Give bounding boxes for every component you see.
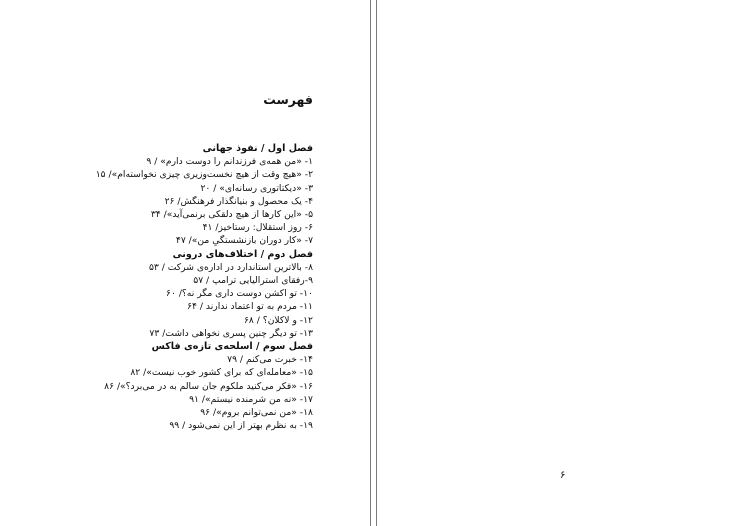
page-number: ۶ xyxy=(560,470,566,481)
toc-chapter-heading: فصل اول / نفوذ جهانی xyxy=(202,143,313,154)
toc-entry: ۲- «هیچ وقت از هیچ نخست‌وزیری چیزی نخواسته‌ام»/ ۱۵ xyxy=(95,169,313,181)
toc-page xyxy=(0,0,370,526)
toc-chapter-heading: فصل دوم / اختلاف‌های درونی xyxy=(172,248,313,260)
toc-entry: ۱۸- «من نمی‌توانم بروم»/ ۹۶ xyxy=(200,407,313,419)
toc-entry: ۱۲- و لاکلان؟ / ۶۸ xyxy=(244,314,313,326)
toc-entry: ۳- «دیکتاتوری رسانه‌ای» / ۲۰ xyxy=(200,182,313,194)
toc-entry: ۱۴- خبرت می‌کنم / ۷۹ xyxy=(227,354,313,366)
toc-entry: ۱۱- مردم به تو اعتماد ندارند / ۶۴ xyxy=(187,301,313,313)
toc-entry: ۱۰- تو اکشن دوست داری مگر نه؟/ ۶۰ xyxy=(166,288,313,300)
toc-entry: ۵- «این کارها از هیچ دلقکی برنمی‌آید»/ ۳۴ xyxy=(150,209,313,221)
right-page xyxy=(377,0,750,526)
toc-entry: ۶- روز استقلال: رستاخیز/ ۴۱ xyxy=(202,222,313,234)
toc-entry: ۹-رفقای استرالیایی ترامپ / ۵۷ xyxy=(193,275,313,287)
toc-entry: ۱۶- «فکر می‌کنید ملکوم جان سالم به در می‌برد؟»/ ۸۶ xyxy=(104,380,313,392)
toc-chapter-heading: فصل سوم / اسلحه‌ی تازه‌ی فاکس xyxy=(151,341,313,353)
table-of-contents xyxy=(23,92,313,432)
toc-list xyxy=(23,142,313,432)
page-spine xyxy=(370,0,377,526)
toc-entry: ۱۷- «نه من شرمنده نیستم»/ ۹۱ xyxy=(189,393,313,405)
toc-entry: ۱۹- به نظرم بهتر از این نمی‌شود / ۹۹ xyxy=(169,420,313,432)
toc-entry: ۱- «من همه‌ی فرزندانم را دوست دارم» / ۹ xyxy=(146,156,313,168)
toc-entry: ۷- «کار دوران بازنشستگیِ من»/ ۴۷ xyxy=(175,235,313,247)
toc-entry: ۱۳- تو دیگر چنین پسری نخواهی داشت/ ۷۳ xyxy=(149,327,313,339)
toc-entry: ۴- یک محصول و بنیانگذار فرهنگش/ ۲۶ xyxy=(164,195,313,207)
toc-title: فهرست xyxy=(263,92,313,107)
toc-entry: ۸- بالاترین استاندارد در اداره‌ی شرکت / ۵۳ xyxy=(148,261,313,273)
toc-entry: ۱۵- «معامله‌ای که برای کشور خوب نیست»/ ۸۲ xyxy=(130,367,313,379)
